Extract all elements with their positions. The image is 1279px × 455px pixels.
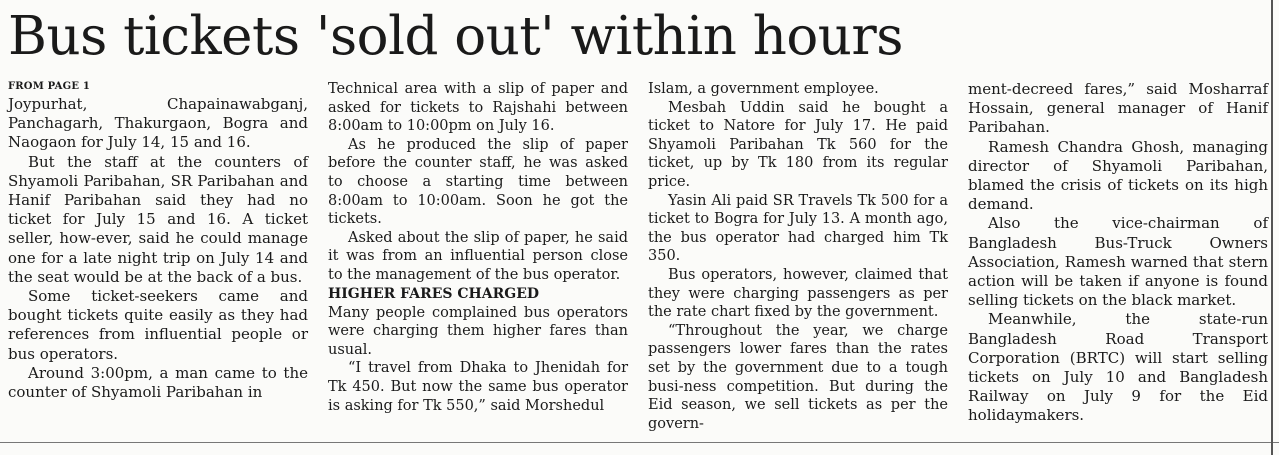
article-column-4 [968, 80, 1268, 426]
paragraph: But the staff at the counters of Shyamoli Paribahan, SR Paribahan and Hanif Paribahan said they had no ticket for July 15 and 16. A ticket seller, how-ever, said he could manage one for a late night trip on July 14 and the seat would be at the back of a bus. [8, 152, 308, 286]
paragraph: Some ticket-seekers came and bought tickets quite easily as they had references from influential people or bus operators. [8, 287, 308, 363]
paragraph: Islam, a government employee. [648, 81, 879, 97]
paragraph: “I travel from Dhaka to Jhenidah for Tk 450. But now the same bus operator is asking for Tk 550,” said Morshedul [328, 360, 628, 414]
paragraph: Many people complained bus operators were charging them higher fares than usual. [328, 304, 628, 358]
paragraph: Ramesh Chandra Ghosh, managing director of Shyamoli Paribahan, blamed the crisis of tickets on its high demand. [968, 137, 1268, 214]
paragraph: Yasin Ali paid SR Travels Tk 500 for a ticket to Bogra for July 13. A month ago, the bus operator had charged him Tk 350. [648, 192, 948, 265]
headline: Bus tickets 'sold out' within hours [8, 6, 903, 67]
paragraph: Joypurhat, Chapainawabganj, Panchagarh, Thakurgaon, Bogra and Naogaon for July 14, 15 and 16. [8, 95, 308, 152]
subheading: HIGHER FARES CHARGED [328, 285, 540, 302]
article-column-2 [328, 80, 628, 415]
paragraph: Meanwhile, the state-run Bangladesh Road Transport Corporation (BRTC) will start selling tickets on July 10 and Bangladesh Railway on July 9 for the Eid holidaymakers. [968, 310, 1268, 425]
paragraph: ment-decreed fares,” said Mosharraf Hossain, general manager of Hanif Paribahan. [968, 80, 1268, 137]
paragraph: Around 3:00pm, a man came to the counter of Shyamoli Paribahan in [8, 363, 308, 402]
paragraph: Also the vice-chairman of Bangladesh Bus-Truck Owners Association, Ramesh warned that stern action will be taken if anyone is found selling tickets on the black market. [968, 214, 1268, 310]
paragraph: Mesbah Uddin said he bought a ticket to Natore for July 17. He paid Shyamoli Paribahan Tk 560 for the ticket, up by Tk 180 from its regular price. [648, 99, 948, 190]
article-column-1 [8, 80, 308, 402]
article-column-3 [648, 80, 948, 433]
paragraph: Bus operators, however, claimed that they were charging passengers as per the rate chart fixed by the government. [648, 266, 948, 321]
right-border [1271, 0, 1273, 455]
paragraph: Technical area with a slip of paper and asked for tickets to Rajshahi between 8:00am to 10:00pm on July 16. [328, 81, 628, 135]
paragraph: Asked about the slip of paper, he said it was from an influential person close to the management of the bus operator. [328, 229, 628, 283]
paragraph: “Throughout the year, we charge passengers lower fares than the rates set by the government due to a tough busi-ness competition. But during the Eid season, we sell tickets as per the govern- [648, 322, 948, 432]
continued-from-kicker: FROM PAGE 1 [8, 81, 91, 92]
bottom-divider [0, 442, 1279, 443]
paragraph: As he produced the slip of paper before the counter staff, he was asked to choose a starting time between 8:00am to 10:00am. Soon he got the tickets. [328, 136, 628, 228]
